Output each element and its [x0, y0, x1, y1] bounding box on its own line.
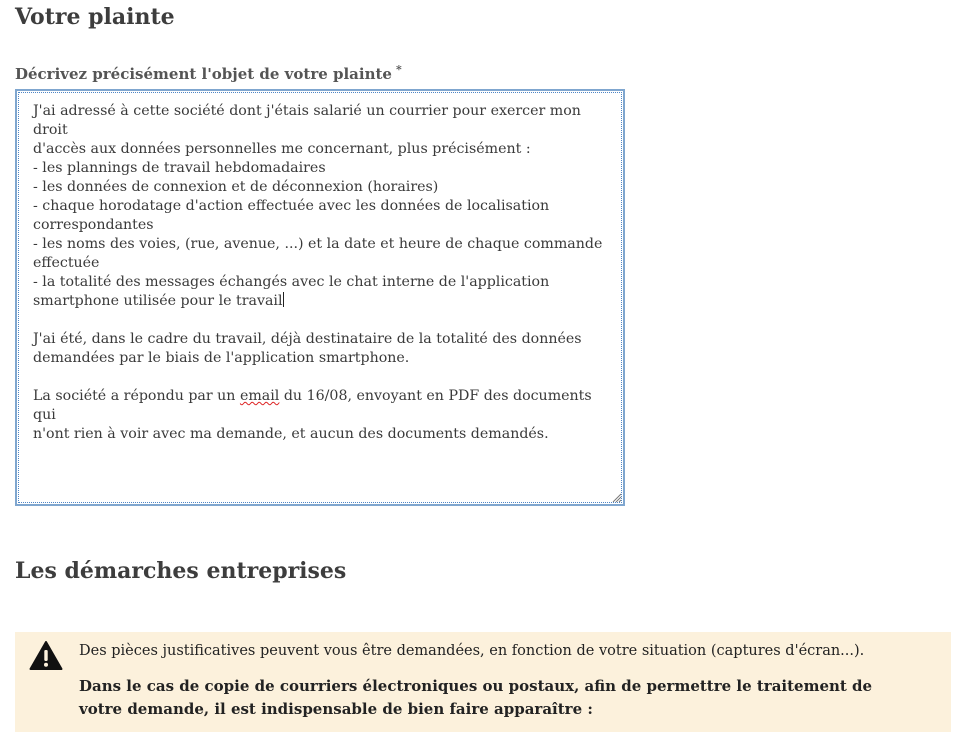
- textarea-line-typo: La société a répondu par un email du 16/08, envoyant en PDF des documents qui: [33, 388, 592, 423]
- textarea-line: demandées par le biais de l'application smartphone.: [33, 350, 410, 366]
- complaint-field-label-text: Décrivez précisément l'objet de votre plainte: [15, 65, 392, 83]
- warning-notice: [15, 632, 951, 732]
- textarea-line: J'ai adressé à cette société dont j'étais salarié un courrier pour exercer mon droit: [33, 103, 581, 138]
- textarea-line: d'accès aux données personnelles me concernant, plus précisément :: [33, 141, 531, 157]
- textarea-line: effectuée: [33, 255, 100, 271]
- textarea-line: [33, 368, 618, 387]
- resize-handle-icon[interactable]: [610, 491, 622, 503]
- textarea-line: - les noms des voies, (rue, avenue, ...) et la date et heure de chaque commande: [33, 236, 603, 252]
- spellcheck-flagged-word[interactable]: email: [239, 388, 280, 404]
- textarea-line: correspondantes: [33, 217, 154, 233]
- textarea-line: [33, 311, 618, 330]
- complaint-textarea-lines: [33, 102, 618, 387]
- warning-icon: [29, 640, 63, 672]
- complaint-textarea-content[interactable]: [33, 102, 618, 444]
- textarea-line: - chaque horodatage d'action effectuée avec les données de localisation: [33, 198, 550, 214]
- complaint-section-title: Votre plainte: [15, 4, 175, 30]
- required-marker: *: [395, 63, 402, 76]
- textarea-line: - la totalité des messages échangés avec le chat interne de l'application: [33, 274, 550, 290]
- notice-bold-text: Dans le cas de copie de courriers électroniques ou postaux, afin de permettre le traitement de votre demande, il est indispensable de bien faire apparaître :: [79, 677, 873, 718]
- textarea-line: smartphone utilisée pour le travail: [33, 293, 283, 309]
- textarea-line: - les données de connexion et de déconnexion (horaires): [33, 179, 439, 195]
- text-caret: [283, 292, 284, 307]
- complaint-textarea[interactable]: [15, 89, 625, 506]
- steps-section-title: Les démarches entreprises: [15, 558, 347, 584]
- notice-text: Des pièces justificatives peuvent vous être demandées, en fonction de votre situation (captures d'écran...).: [79, 643, 865, 659]
- textarea-line-last: n'ont rien à voir avec ma demande, et aucun des documents demandés.: [33, 426, 549, 442]
- textarea-line: - les plannings de travail hebdomadaires: [33, 160, 326, 176]
- textarea-line: J'ai été, dans le cadre du travail, déjà destinataire de la totalité des données: [33, 331, 582, 347]
- complaint-field-label: [15, 65, 402, 83]
